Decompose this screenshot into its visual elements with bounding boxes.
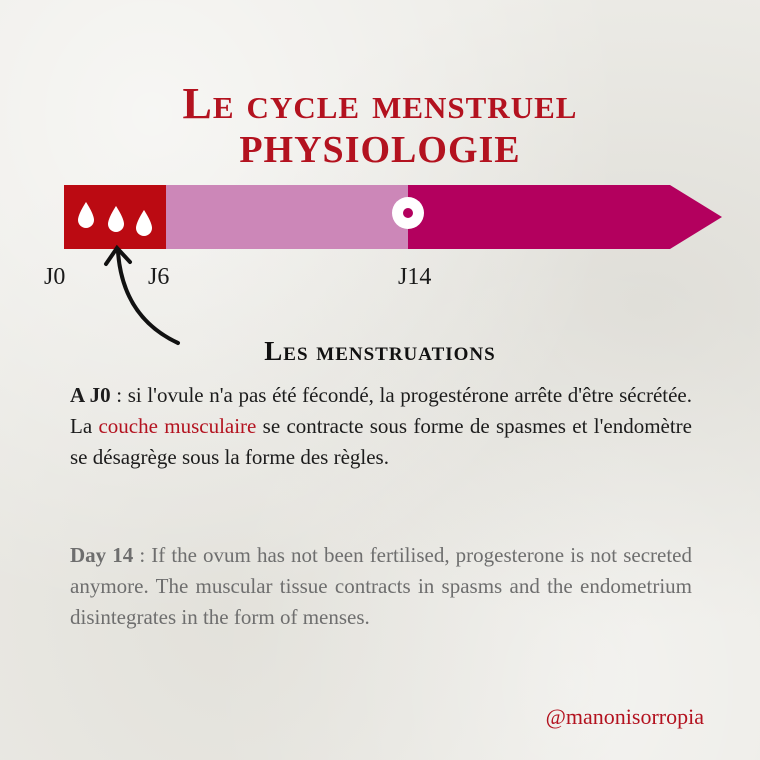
cycle-timeline (0, 170, 760, 360)
english-lead: Day 14 (70, 543, 134, 567)
luteal-segment (408, 185, 670, 249)
english-paragraph (70, 540, 692, 633)
ovum-icon (392, 197, 424, 229)
french-text-before: : si l'ovule n'a pas été fécondé, la progestérone arrête d'être sécrétée. La (70, 383, 692, 438)
page-subtitle: PHYSIOLOGIE (239, 129, 521, 171)
english-text: : If the ovum has not been fertilised, progesterone is not secreted anymore. The muscular tissue contracts in spasms and the endometrium disintegrates in the form of menses. (70, 543, 692, 629)
page-title: Le cycle menstruel (182, 79, 578, 128)
french-paragraph (70, 380, 692, 473)
tick-j14: J14 (398, 264, 432, 290)
french-text-after: se contracte sous forme de spasmes et l'endomètre se désagrège sous la forme des règles. (70, 414, 692, 469)
tick-j6: J6 (148, 264, 170, 290)
section-heading: Les menstruations (264, 336, 496, 366)
curved-arrow-icon (106, 248, 178, 343)
timeline-arrowhead (670, 185, 722, 249)
french-lead: A J0 (70, 383, 111, 407)
author-handle: @manonisorropia (545, 704, 704, 729)
follicular-segment (166, 185, 408, 249)
tick-j0: J0 (44, 264, 66, 290)
french-highlight: couche musculaire (98, 414, 257, 438)
